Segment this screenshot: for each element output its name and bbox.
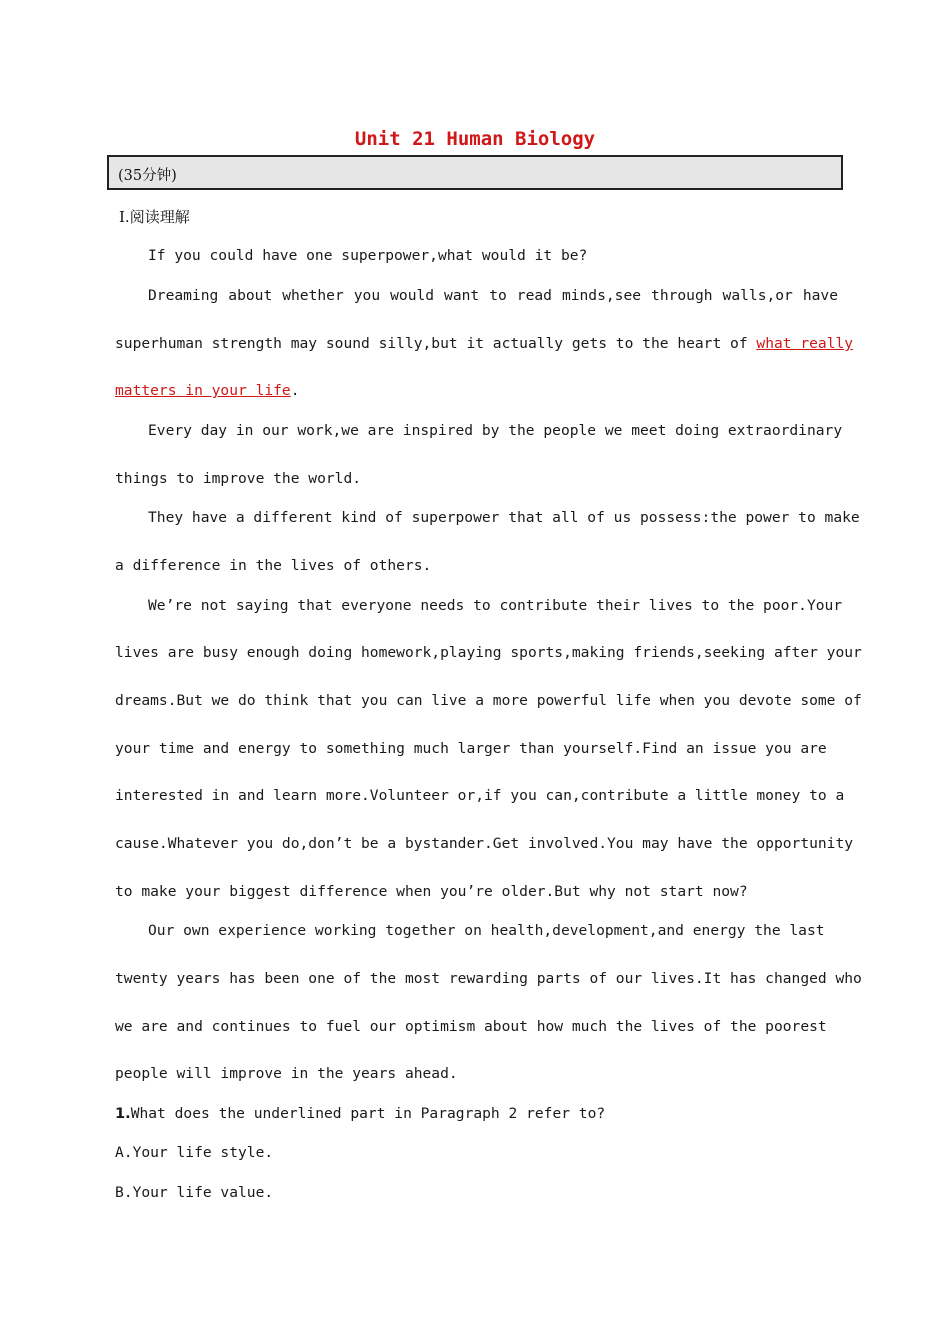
paragraph-5-line-2: lives are busy enough doing homework,playing sports,making friends,seeking after your — [115, 644, 862, 661]
question-1-text: What does the underlined part in Paragraph 2 refer to? — [130, 1105, 606, 1122]
time-limit-box — [107, 155, 843, 190]
page-title: Unit 21 Human Biology — [354, 128, 596, 150]
paragraph-5-line-3: dreams.But we do think that you can live a more powerful life when you devote some of — [115, 692, 862, 709]
paragraph-4-line-1: They have a different kind of superpower that all of us possess:the power to make — [148, 509, 860, 526]
question-1-option-a: A.Your life style. — [115, 1144, 274, 1161]
underlined-phrase-part-1: what really — [756, 335, 854, 352]
paragraph-2-line-1: Dreaming about whether you would want to read minds,see through walls,or have — [148, 287, 838, 304]
question-1 — [115, 1104, 835, 1124]
paragraph-2-line-2 — [115, 334, 854, 354]
paragraph-5-line-6: cause.Whatever you do,don’t be a bystander.Get involved.You may have the opportunity — [115, 835, 854, 852]
paragraph-6-line-2: twenty years has been one of the most rewarding parts of our lives.It has changed who — [115, 970, 862, 987]
time-limit-label: (35分钟) — [118, 168, 177, 184]
question-1-number: 1. — [115, 1105, 131, 1122]
paragraph-5-line-7: to make your biggest difference when you’re older.But why not start now? — [115, 883, 748, 900]
paragraph-4-line-2: a difference in the lives of others. — [115, 557, 432, 574]
paragraph-6-line-4: people will improve in the years ahead. — [115, 1065, 458, 1082]
paragraph-2-period: . — [290, 382, 300, 399]
paragraph-2-line-3 — [115, 381, 835, 401]
paragraph-3-line-2: things to improve the world. — [115, 470, 362, 487]
paragraph-2-line-2-text: superhuman strength may sound silly,but it actually gets to the heart of — [115, 335, 748, 352]
paragraph-6-line-3: we are and continues to fuel our optimism about how much the lives of the poorest — [115, 1018, 827, 1035]
paragraph-3-line-1: Every day in our work,we are inspired by the people we meet doing extraordinary — [148, 422, 843, 439]
paragraph-5-line-1: We’re not saying that everyone needs to contribute their lives to the poor.Your — [148, 597, 843, 614]
paragraph-5-line-4: your time and energy to something much larger than yourself.Find an issue you are — [115, 740, 827, 757]
paragraph-6-line-1: Our own experience working together on health,development,and energy the last — [148, 922, 825, 939]
paragraph-1-line-1: If you could have one superpower,what would it be? — [148, 247, 588, 264]
section-heading: Ⅰ.阅读理解 — [119, 208, 190, 226]
underlined-phrase-part-2: matters in your life — [115, 382, 291, 399]
question-1-option-b: B.Your life value. — [115, 1184, 274, 1201]
paragraph-5-line-5: interested in and learn more.Volunteer or,if you can,contribute a little money to a — [115, 787, 845, 804]
